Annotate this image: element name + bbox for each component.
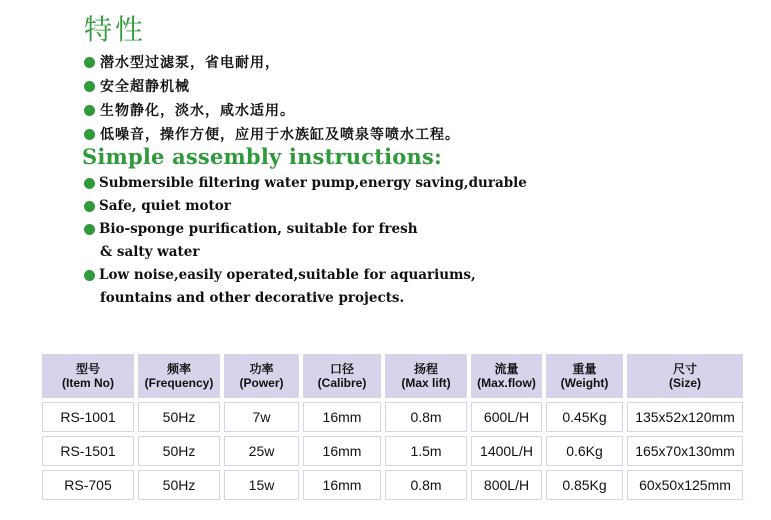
- header-frequency: 频率 (Frequency): [138, 354, 220, 398]
- header-item-no: 型号 (Item No): [42, 354, 134, 398]
- header-max-lift: 扬程 (Max lift): [385, 354, 467, 398]
- table-row: [42, 402, 743, 432]
- cell-weight: 0.6Kg: [546, 436, 623, 466]
- spec-table: [38, 350, 747, 504]
- cell-power: 15w: [224, 470, 299, 500]
- table-row: [42, 436, 743, 466]
- feature-en-text: Low noise,easily operated,suitable for aquariums,: [99, 267, 476, 283]
- feature-en-continuation: fountains and other decorative projects.: [100, 290, 405, 306]
- feature-cn-item: [84, 74, 460, 98]
- bullet-dot-icon: [84, 178, 95, 189]
- table-row: [42, 470, 743, 500]
- cell-weight: 0.45Kg: [546, 402, 623, 432]
- feature-en-item: [84, 264, 527, 287]
- feature-en-text: Bio-sponge purification, suitable for fresh: [99, 221, 418, 237]
- cell-calibre: 16mm: [303, 436, 381, 466]
- feature-cn-text: 低噪音，操作方便，应用于水族缸及喷泉等喷水工程。: [100, 127, 460, 143]
- cell-frequency: 50Hz: [138, 436, 220, 466]
- cell-max-lift: 0.8m: [385, 470, 467, 500]
- feature-en-continuation: & salty water: [100, 244, 200, 260]
- cell-item-no: RS-1001: [42, 402, 134, 432]
- header-calibre: 口径 (Calibre): [303, 354, 381, 398]
- cell-frequency: 50Hz: [138, 470, 220, 500]
- cell-max-lift: 1.5m: [385, 436, 467, 466]
- header-max-flow: 流量 (Max.flow): [471, 354, 542, 398]
- feature-en-text: Submersible filtering water pump,energy saving,durable: [99, 175, 527, 191]
- instructions-title-en: Simple assembly instructions:: [82, 144, 442, 169]
- cell-weight: 0.85Kg: [546, 470, 623, 500]
- header-size: 尺寸 (Size): [627, 354, 743, 398]
- cell-max-lift: 0.8m: [385, 402, 467, 432]
- cell-calibre: 16mm: [303, 402, 381, 432]
- bullet-dot-icon: [84, 105, 95, 116]
- cell-size: 60x50x125mm: [627, 470, 743, 500]
- cell-power: 25w: [224, 436, 299, 466]
- feature-cn-text: 安全超静机械: [100, 79, 190, 95]
- feature-cn-text: 生物静化，淡水，咸水适用。: [100, 103, 295, 119]
- features-list-en: [84, 172, 527, 310]
- cell-item-no: RS-1501: [42, 436, 134, 466]
- feature-en-item: [84, 195, 527, 218]
- feature-cn-item: [84, 122, 460, 146]
- header-power: 功率 (Power): [224, 354, 299, 398]
- features-list-cn: [84, 50, 460, 146]
- cell-power: 7w: [224, 402, 299, 432]
- bullet-dot-icon: [84, 270, 95, 281]
- cell-calibre: 16mm: [303, 470, 381, 500]
- feature-cn-text: 潜水型过滤泵，省电耐用，: [100, 55, 280, 71]
- feature-cn-item: [84, 98, 460, 122]
- feature-en-item: [84, 218, 527, 241]
- cell-max-flow: 1400L/H: [471, 436, 542, 466]
- cell-frequency: 50Hz: [138, 402, 220, 432]
- bullet-dot-icon: [84, 57, 95, 68]
- feature-en-text: Safe, quiet motor: [99, 198, 231, 214]
- cell-max-flow: 800L/H: [471, 470, 542, 500]
- cell-item-no: RS-705: [42, 470, 134, 500]
- cell-size: 165x70x130mm: [627, 436, 743, 466]
- features-title-cn: 特性: [84, 13, 147, 46]
- feature-en-item: [84, 172, 527, 195]
- bullet-dot-icon: [84, 81, 95, 92]
- table-header-row: [42, 354, 743, 398]
- cell-max-flow: 600L/H: [471, 402, 542, 432]
- header-weight: 重量 (Weight): [546, 354, 623, 398]
- cell-size: 135x52x120mm: [627, 402, 743, 432]
- bullet-dot-icon: [84, 201, 95, 212]
- bullet-dot-icon: [84, 129, 95, 140]
- bullet-dot-icon: [84, 224, 95, 235]
- feature-cn-item: [84, 50, 460, 74]
